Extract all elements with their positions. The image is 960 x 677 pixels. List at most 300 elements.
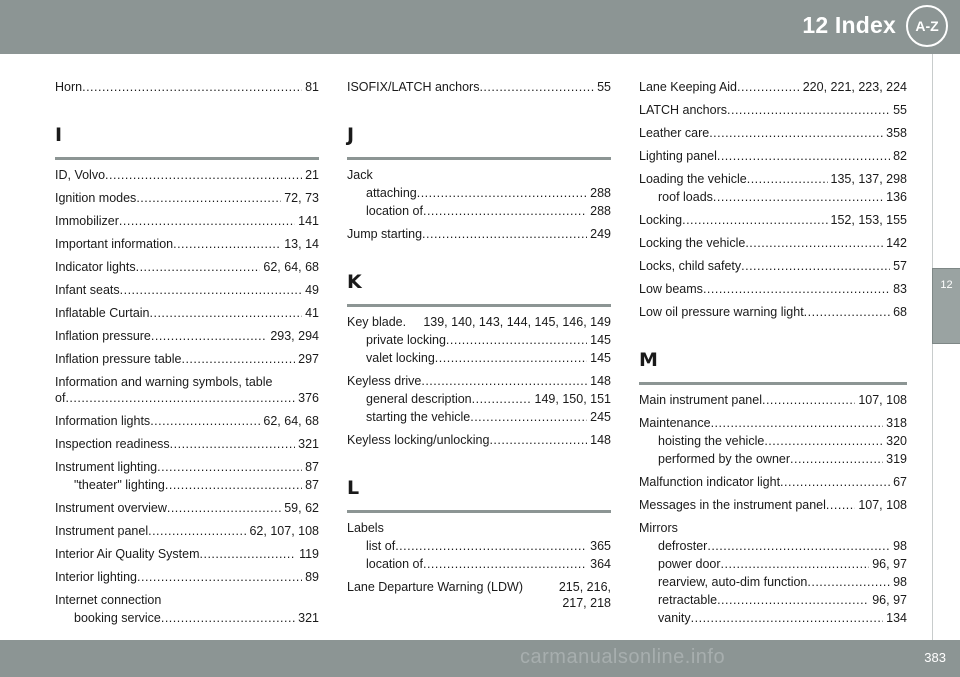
entry-term: Instrument lighting bbox=[55, 460, 158, 474]
index-entry-row[interactable] bbox=[639, 392, 907, 408]
index-entry-row[interactable] bbox=[347, 226, 611, 242]
dot-leader bbox=[446, 332, 587, 348]
page-reference[interactable]: 68 bbox=[893, 305, 907, 319]
index-entry bbox=[55, 569, 319, 585]
index-entry bbox=[55, 500, 319, 516]
page-reference[interactable]: 134 bbox=[886, 611, 907, 625]
dot-leader bbox=[167, 500, 281, 516]
index-entry-row[interactable] bbox=[55, 213, 319, 229]
index-entry bbox=[55, 351, 319, 367]
page-reference[interactable]: 145 bbox=[590, 351, 611, 365]
footer-bar bbox=[0, 640, 960, 677]
index-entry bbox=[347, 579, 611, 611]
index-entry bbox=[55, 167, 319, 183]
dot-leader bbox=[737, 79, 800, 95]
dot-leader bbox=[717, 592, 869, 608]
dot-leader bbox=[713, 189, 883, 205]
index-subentry-row[interactable] bbox=[55, 477, 319, 493]
page-reference[interactable]: 57 bbox=[893, 259, 907, 273]
index-entry bbox=[639, 415, 907, 467]
index-subentry-row[interactable] bbox=[347, 538, 611, 554]
entry-term: list of bbox=[366, 539, 396, 553]
index-subentry-row[interactable] bbox=[639, 574, 907, 590]
dot-leader bbox=[826, 497, 855, 513]
dot-leader bbox=[120, 282, 302, 298]
entry-term: Inflatable Curtain bbox=[55, 306, 150, 320]
page-reference[interactable]: 107, 108 bbox=[858, 498, 907, 512]
chapter-side-strip bbox=[932, 54, 960, 640]
entry-term: ID, Volvo bbox=[55, 168, 106, 182]
index-subentry-row[interactable] bbox=[347, 556, 611, 572]
page-reference[interactable]: 55 bbox=[893, 103, 907, 117]
index-entry-row[interactable] bbox=[55, 413, 319, 429]
page-reference[interactable]: 98 bbox=[893, 575, 907, 589]
page-reference[interactable]: 148 bbox=[590, 433, 611, 447]
section-letter: M bbox=[639, 349, 658, 371]
letter-heading bbox=[55, 124, 319, 160]
index-entry bbox=[347, 520, 611, 572]
index-entry-row[interactable] bbox=[55, 167, 319, 183]
page-reference[interactable]: 364 bbox=[590, 557, 611, 571]
index-entry bbox=[639, 520, 907, 626]
entry-term: Jack bbox=[347, 168, 373, 182]
index-entry bbox=[55, 523, 319, 539]
page-title: 12 Index bbox=[802, 12, 896, 38]
section-letter: I bbox=[55, 124, 63, 146]
index-entry-row[interactable] bbox=[347, 373, 611, 389]
index-entry-row[interactable] bbox=[55, 459, 319, 475]
section-letter: L bbox=[347, 477, 360, 499]
dot-leader bbox=[395, 538, 587, 554]
index-subentry-row[interactable] bbox=[639, 451, 907, 467]
index-entry-row[interactable] bbox=[639, 281, 907, 297]
entry-term: Interior Air Quality System bbox=[55, 547, 200, 561]
entry-term: attaching bbox=[366, 186, 417, 200]
letter-heading bbox=[347, 477, 611, 513]
page-number: 383 bbox=[924, 650, 946, 665]
dot-leader bbox=[157, 459, 302, 475]
dot-leader bbox=[764, 433, 883, 449]
section-rule bbox=[55, 157, 319, 160]
dot-leader bbox=[727, 102, 890, 118]
dot-leader bbox=[489, 432, 587, 448]
index-entry-row[interactable] bbox=[347, 520, 611, 536]
page-reference[interactable]: 142 bbox=[886, 236, 907, 250]
dot-leader bbox=[707, 538, 890, 554]
dot-leader bbox=[150, 413, 260, 429]
dot-leader bbox=[472, 391, 532, 407]
page-reference-continued[interactable]: 217, 218 bbox=[562, 596, 611, 610]
entry-term: Messages in the instrument panel bbox=[639, 498, 826, 512]
page-reference[interactable]: 119 bbox=[299, 547, 319, 561]
dot-leader bbox=[804, 304, 890, 320]
entry-term: performed by the owner bbox=[658, 452, 791, 466]
page-reference[interactable]: 319 bbox=[886, 452, 907, 466]
entry-term: Mirrors bbox=[639, 521, 678, 535]
index-entry-row[interactable] bbox=[55, 592, 319, 608]
section-rule bbox=[347, 157, 611, 160]
page-reference[interactable]: 139, 140, 143, 144, 145, 146, 149 bbox=[423, 315, 611, 329]
chapter-tab[interactable]: 12 bbox=[932, 268, 960, 344]
index-entry bbox=[55, 282, 319, 298]
dot-leader bbox=[709, 125, 883, 141]
page-reference[interactable]: 249 bbox=[590, 227, 611, 241]
index-subentry-row[interactable] bbox=[639, 556, 907, 572]
index-subentry-row[interactable] bbox=[639, 592, 907, 608]
index-entry-row[interactable] bbox=[347, 79, 611, 95]
dot-leader bbox=[200, 546, 297, 562]
dot-leader bbox=[105, 167, 302, 183]
entry-term: Lighting panel bbox=[639, 149, 717, 163]
letter-heading bbox=[639, 349, 907, 385]
index-entry bbox=[347, 79, 611, 95]
entry-term: Keyless locking/unlocking bbox=[347, 433, 490, 447]
entry-term: Jump starting bbox=[347, 227, 423, 241]
page-reference[interactable]: 293, 294 bbox=[270, 329, 319, 343]
entry-term: Ignition modes bbox=[55, 191, 137, 205]
dot-leader bbox=[423, 556, 587, 572]
index-entry-row[interactable] bbox=[639, 235, 907, 251]
dot-leader bbox=[137, 569, 302, 585]
entry-term: general description bbox=[366, 392, 472, 406]
dot-leader bbox=[745, 235, 883, 251]
entry-term: Low oil pressure warning light bbox=[639, 305, 804, 319]
index-entry-row[interactable] bbox=[639, 102, 907, 118]
page-reference[interactable]: 297 bbox=[298, 352, 319, 366]
dot-leader bbox=[161, 610, 295, 626]
entry-term: roof loads bbox=[658, 190, 713, 204]
index-entry-row[interactable] bbox=[55, 259, 319, 275]
dot-leader bbox=[479, 79, 594, 95]
entry-term: Information and warning symbols, table bbox=[55, 375, 273, 389]
page-reference[interactable]: 288 bbox=[590, 204, 611, 218]
index-entry-row[interactable] bbox=[639, 474, 907, 490]
page-reference[interactable]: 72, 73 bbox=[284, 191, 319, 205]
page-reference[interactable]: 318 bbox=[886, 416, 907, 430]
index-entry bbox=[55, 328, 319, 344]
index-entry-row[interactable] bbox=[55, 328, 319, 344]
dot-leader bbox=[422, 226, 587, 242]
entry-term: valet locking bbox=[366, 351, 435, 365]
index-entry-row[interactable] bbox=[639, 171, 907, 187]
entry-term: power door bbox=[658, 557, 721, 571]
index-entry bbox=[639, 258, 907, 274]
index-entry bbox=[55, 592, 319, 626]
index-entry bbox=[55, 413, 319, 429]
entry-term: rearview, auto-dim function bbox=[658, 575, 808, 589]
index-subentry-row[interactable] bbox=[347, 332, 611, 348]
index-entry-row[interactable] bbox=[55, 500, 319, 516]
page-reference[interactable]: 49 bbox=[305, 283, 319, 297]
index-entry bbox=[639, 148, 907, 164]
index-entry-row[interactable] bbox=[639, 79, 907, 95]
index-entry-row[interactable] bbox=[55, 436, 319, 452]
entry-term: Inspection readiness bbox=[55, 437, 170, 451]
page-reference[interactable]: 62, 64, 68 bbox=[263, 414, 319, 428]
index-entry-row[interactable] bbox=[639, 415, 907, 431]
index-entry bbox=[55, 546, 319, 562]
entry-term: Malfunction indicator light bbox=[639, 475, 781, 489]
page-reference[interactable]: 41 bbox=[305, 306, 319, 320]
page-reference[interactable]: 87 bbox=[305, 478, 319, 492]
entry-term: Interior lighting bbox=[55, 570, 137, 584]
index-entry-row[interactable] bbox=[347, 579, 611, 595]
entry-term: Infant seats bbox=[55, 283, 120, 297]
page-reference[interactable]: 96, 97 bbox=[872, 557, 907, 571]
index-entry-row[interactable] bbox=[347, 432, 611, 448]
index-entry bbox=[639, 235, 907, 251]
entry-term: private locking bbox=[366, 333, 446, 347]
entry-term: Important information bbox=[55, 237, 174, 251]
index-entry bbox=[639, 474, 907, 490]
index-entry bbox=[639, 392, 907, 408]
entry-term: hoisting the vehicle bbox=[658, 434, 765, 448]
dot-leader bbox=[165, 477, 302, 493]
index-entry bbox=[55, 236, 319, 252]
index-subentry-row[interactable] bbox=[639, 433, 907, 449]
entry-term: Lane Keeping Aid bbox=[639, 80, 738, 94]
index-column-1 bbox=[55, 72, 319, 629]
index-entry-row[interactable] bbox=[55, 79, 319, 95]
index-entry bbox=[55, 213, 319, 229]
index-entry-row[interactable] bbox=[639, 148, 907, 164]
index-entry-row[interactable] bbox=[639, 497, 907, 513]
entry-term: Labels bbox=[347, 521, 384, 535]
index-entry bbox=[347, 373, 611, 425]
index-subentry-row[interactable] bbox=[347, 185, 611, 201]
dot-leader bbox=[435, 350, 587, 366]
index-subentry-row[interactable] bbox=[639, 610, 907, 626]
dot-leader bbox=[691, 610, 883, 626]
index-entry bbox=[55, 259, 319, 275]
page-reference[interactable]: 245 bbox=[590, 410, 611, 424]
index-column-3 bbox=[639, 72, 907, 629]
entry-term: Information lights bbox=[55, 414, 151, 428]
dot-leader bbox=[136, 259, 261, 275]
entry-term: Inflation pressure bbox=[55, 329, 151, 343]
index-subentry-row[interactable] bbox=[639, 538, 907, 554]
entry-term: Loading the vehicle bbox=[639, 172, 747, 186]
index-entry bbox=[639, 79, 907, 95]
page-reference[interactable]: 21 bbox=[305, 168, 319, 182]
index-entry bbox=[55, 459, 319, 493]
dot-leader bbox=[173, 236, 281, 252]
dot-leader bbox=[790, 451, 883, 467]
index-entry bbox=[55, 436, 319, 452]
page-reference[interactable]: 87 bbox=[305, 460, 319, 474]
index-subentry-row[interactable] bbox=[639, 189, 907, 205]
page-reference[interactable]: 149, 150, 151 bbox=[534, 392, 611, 406]
entry-term: Leather care bbox=[639, 126, 710, 140]
index-entry-row[interactable] bbox=[639, 304, 907, 320]
page-reference[interactable]: 81 bbox=[305, 80, 319, 94]
page-reference[interactable]: 135, 137, 298 bbox=[830, 172, 907, 186]
entry-term: defroster bbox=[658, 539, 708, 553]
index-entry-row[interactable] bbox=[639, 520, 907, 536]
entry-term: Main instrument panel bbox=[639, 393, 762, 407]
entry-term: starting the vehicle bbox=[366, 410, 471, 424]
page-reference[interactable]: 288 bbox=[590, 186, 611, 200]
dot-leader bbox=[721, 556, 870, 572]
index-entry bbox=[639, 212, 907, 228]
index-column-2 bbox=[347, 72, 611, 614]
dot-leader bbox=[762, 392, 855, 408]
index-entry-row[interactable] bbox=[55, 305, 319, 321]
index-entry bbox=[55, 79, 319, 95]
entry-term: Immobilizer bbox=[55, 214, 119, 228]
dot-leader bbox=[423, 203, 587, 219]
index-entry-row[interactable] bbox=[55, 282, 319, 298]
index-entry-row[interactable] bbox=[55, 546, 319, 562]
entry-term: LATCH anchors bbox=[639, 103, 727, 117]
page-reference[interactable]: 321 bbox=[298, 611, 319, 625]
index-entry bbox=[347, 432, 611, 448]
dot-leader bbox=[170, 436, 295, 452]
index-entry bbox=[55, 190, 319, 206]
dot-leader bbox=[151, 328, 267, 344]
index-subentry-row[interactable] bbox=[347, 203, 611, 219]
entry-term: Low beams bbox=[639, 282, 703, 296]
dot-leader bbox=[747, 171, 828, 187]
page-reference[interactable]: 376 bbox=[298, 391, 319, 405]
entry-term: Internet connection bbox=[55, 593, 162, 607]
page-reference[interactable]: 152, 153, 155 bbox=[830, 213, 907, 227]
page-reference[interactable]: 59, 62 bbox=[284, 501, 319, 515]
index-entry bbox=[639, 171, 907, 205]
index-entry-row[interactable] bbox=[55, 523, 319, 539]
section-letter: J bbox=[347, 124, 355, 146]
page-reference[interactable]: 136 bbox=[886, 190, 907, 204]
dot-leader bbox=[703, 281, 890, 297]
dot-leader bbox=[150, 305, 303, 321]
page-reference[interactable]: 321 bbox=[298, 437, 319, 451]
entry-term: Lane Departure Warning (LDW) bbox=[347, 580, 523, 594]
page-reference[interactable]: 67 bbox=[893, 475, 907, 489]
index-entry bbox=[639, 497, 907, 513]
page-reference[interactable]: 98 bbox=[893, 539, 907, 553]
page-reference[interactable]: 320 bbox=[886, 434, 907, 448]
page-reference[interactable]: 215, 216, bbox=[558, 580, 611, 594]
header-bar bbox=[0, 0, 960, 54]
dot-leader bbox=[717, 148, 890, 164]
index-entry-row[interactable] bbox=[639, 125, 907, 141]
index-entry-row[interactable] bbox=[55, 390, 319, 406]
page-reference[interactable]: 365 bbox=[590, 539, 611, 553]
page-reference[interactable]: 220, 221, 223, 224 bbox=[802, 80, 907, 94]
page-reference[interactable]: 83 bbox=[893, 282, 907, 296]
page-reference[interactable]: 148 bbox=[590, 374, 611, 388]
entry-term: Locking bbox=[639, 213, 683, 227]
page-reference[interactable]: 96, 97 bbox=[872, 593, 907, 607]
index-entry-row[interactable] bbox=[55, 190, 319, 206]
index-entry-row[interactable] bbox=[55, 236, 319, 252]
entry-term: of bbox=[55, 391, 66, 405]
index-subentry-row[interactable] bbox=[347, 409, 611, 425]
index-entry bbox=[347, 226, 611, 242]
page-reference[interactable]: 141 bbox=[298, 214, 319, 228]
page-reference[interactable]: 89 bbox=[305, 570, 319, 584]
index-entry bbox=[639, 281, 907, 297]
section-rule bbox=[347, 510, 611, 513]
index-entry bbox=[55, 305, 319, 321]
dot-leader bbox=[682, 212, 827, 228]
entry-term: "theater" lighting bbox=[74, 478, 165, 492]
entry-term: Key blade. bbox=[347, 315, 407, 329]
entry-term: Instrument overview bbox=[55, 501, 167, 515]
entry-term: Indicator lights bbox=[55, 260, 136, 274]
section-rule bbox=[347, 304, 611, 307]
entry-term: vanity bbox=[658, 611, 691, 625]
index-entry bbox=[639, 304, 907, 320]
entry-term: location of bbox=[366, 557, 423, 571]
page-reference[interactable]: 358 bbox=[886, 126, 907, 140]
index-entry bbox=[347, 167, 611, 219]
entry-term: Inflation pressure table bbox=[55, 352, 182, 366]
dot-leader bbox=[181, 351, 295, 367]
index-entry-row[interactable] bbox=[55, 351, 319, 367]
page-reference[interactable]: 55 bbox=[597, 80, 611, 94]
entry-term: Keyless drive bbox=[347, 374, 422, 388]
page-reference[interactable]: 145 bbox=[590, 333, 611, 347]
index-entry bbox=[55, 374, 319, 406]
dot-leader bbox=[136, 190, 281, 206]
dot-leader bbox=[741, 258, 890, 274]
page-reference[interactable]: 62, 107, 108 bbox=[249, 524, 319, 538]
dot-leader bbox=[807, 574, 890, 590]
index-subentry-row[interactable] bbox=[347, 391, 611, 407]
dot-leader bbox=[417, 185, 587, 201]
dot-leader bbox=[65, 390, 295, 406]
dot-leader bbox=[711, 415, 884, 431]
letter-heading bbox=[347, 124, 611, 160]
index-subentry-row[interactable] bbox=[55, 610, 319, 626]
index-entry-row[interactable] bbox=[639, 212, 907, 228]
index-entry bbox=[347, 314, 611, 366]
page-reference[interactable]: 82 bbox=[893, 149, 907, 163]
section-rule bbox=[639, 382, 907, 385]
dot-leader bbox=[148, 523, 246, 539]
letter-heading bbox=[347, 271, 611, 307]
entry-term: retractable bbox=[658, 593, 718, 607]
page-reference[interactable]: 13, 14 bbox=[284, 237, 319, 251]
index-entry-row[interactable] bbox=[55, 569, 319, 585]
watermark: carmanualsonline.info bbox=[520, 646, 726, 668]
entry-term: location of bbox=[366, 204, 423, 218]
index-entry-row[interactable] bbox=[639, 258, 907, 274]
dot-leader bbox=[421, 373, 587, 389]
entry-term: booking service bbox=[74, 611, 161, 625]
entry-term: Horn bbox=[55, 80, 83, 94]
dot-leader bbox=[119, 213, 295, 229]
index-entry-row[interactable] bbox=[347, 314, 611, 330]
entry-term: Maintenance bbox=[639, 416, 711, 430]
entry-term: Locking the vehicle bbox=[639, 236, 746, 250]
a-z-index-icon: A-Z bbox=[906, 5, 948, 47]
dot-leader bbox=[780, 474, 890, 490]
section-letter: K bbox=[347, 271, 362, 293]
page-reference[interactable]: 107, 108 bbox=[858, 393, 907, 407]
entry-term: ISOFIX/LATCH anchors bbox=[347, 80, 480, 94]
index-entry bbox=[639, 125, 907, 141]
entry-term: Locks, child safety bbox=[639, 259, 742, 273]
index-entry-row[interactable] bbox=[347, 167, 611, 183]
entry-term: Instrument panel bbox=[55, 524, 149, 538]
page-reference[interactable]: 62, 64, 68 bbox=[263, 260, 319, 274]
index-entry bbox=[639, 102, 907, 118]
dot-leader bbox=[470, 409, 587, 425]
index-subentry-row[interactable] bbox=[347, 350, 611, 366]
dot-leader bbox=[82, 79, 302, 95]
